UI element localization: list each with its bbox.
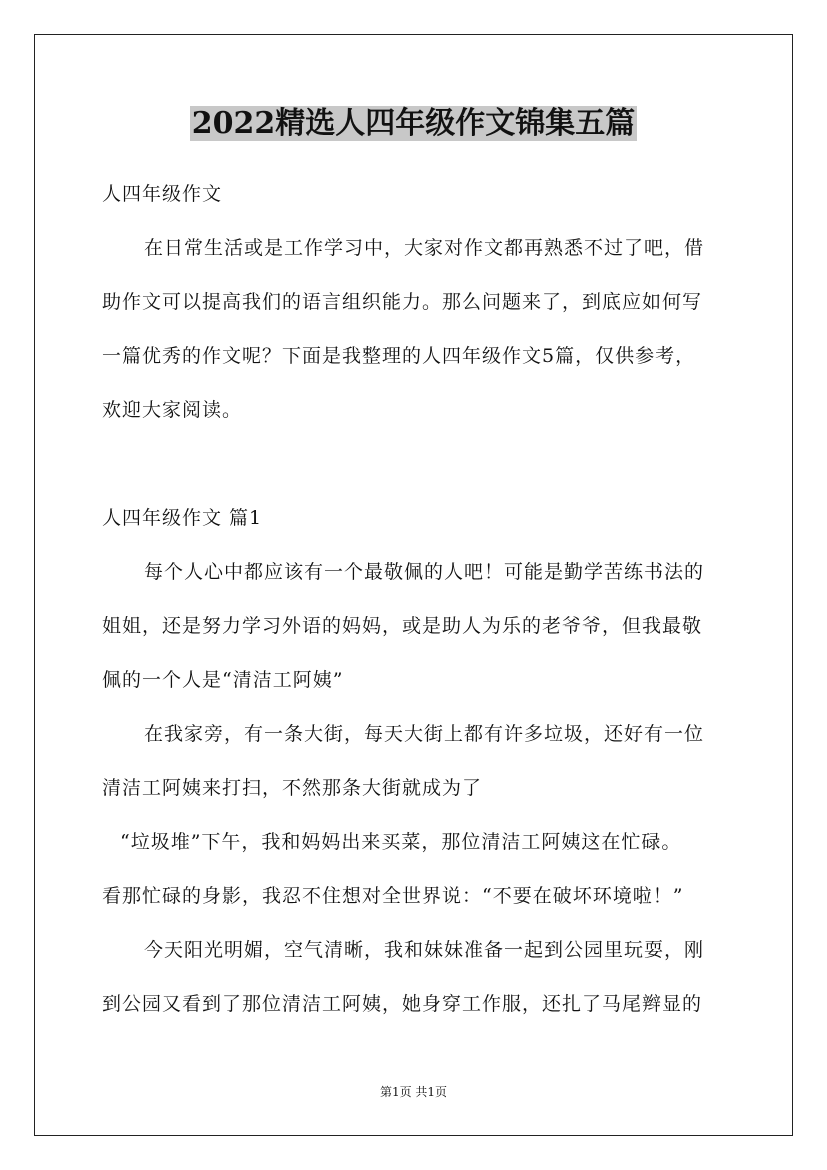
intro-line: 欢迎大家阅读。 xyxy=(102,399,243,421)
page-footer: 第1页 共1页 xyxy=(379,1085,448,1099)
body-line: 每个人心中都应该有一个最敬佩的人吧！可能是勤学苦练书法的 xyxy=(144,561,705,583)
document-title-text: 2022精选人四年级作文锦集五篇 xyxy=(191,106,636,141)
intro-line: 一篇优秀的作文呢？下面是我整理的人四年级作文5篇，仅供参考， xyxy=(102,345,696,367)
section-heading: 人四年级作文 篇1 xyxy=(102,507,263,529)
intro-line: 在日常生活或是工作学习中，大家对作文都再熟悉不过了吧，借 xyxy=(144,237,705,259)
intro-line: 助作文可以提高我们的语言组织能力。那么问题来了，到底应如何写 xyxy=(102,291,703,313)
body-line: 在我家旁，有一条大街，每天大街上都有许多垃圾，还好有一位 xyxy=(144,723,705,745)
document-title xyxy=(0,104,827,144)
body-line: 看那忙碌的身影，我忍不住想对全世界说：“不要在破坏环境啦！” xyxy=(102,885,684,907)
body-line: 清洁工阿姨来打扫，不然那条大街就成为了 xyxy=(102,777,483,799)
body-line: 到公园又看到了那位清洁工阿姨，她身穿工作服，还扎了马尾辫显的 xyxy=(102,993,703,1015)
body-line: 今天阳光明媚，空气清晰，我和妹妹准备一起到公园里玩耍，刚 xyxy=(144,939,705,961)
body-line: 佩的一个人是“清洁工阿姨” xyxy=(102,669,344,691)
body-line: “垃圾堆”下午，我和妈妈出来买菜，那位清洁工阿姨这在忙碌。 xyxy=(120,831,682,853)
intro-heading: 人四年级作文 xyxy=(102,183,223,205)
body-line: 姐姐，还是努力学习外语的妈妈，或是助人为乐的老爷爷，但我最敬 xyxy=(102,615,703,637)
